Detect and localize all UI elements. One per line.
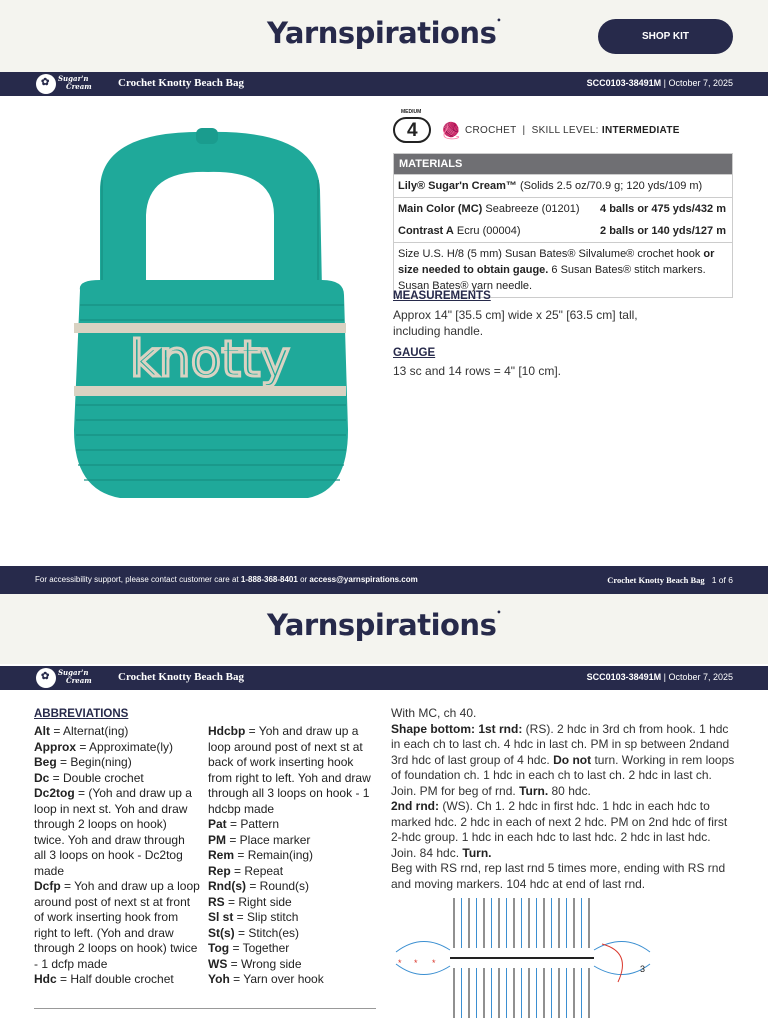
sugar-n-cream-logo-2: ✿ Sugar'n Cream — [36, 668, 108, 688]
abbreviation-item: St(s) = Stitch(es) — [208, 925, 300, 940]
measurements-text: Approx 14" [35.5 cm] wide x 25" [63.5 cm] tall, including handle. — [393, 308, 638, 338]
page2-header — [0, 594, 768, 664]
abbreviation-item: Beg = Begin(ning) — [34, 755, 132, 769]
abbreviation-item: Hdc = Half double crochet — [34, 972, 174, 986]
page1-title-band — [0, 72, 768, 96]
abbreviations-left — [34, 724, 200, 988]
section-divider — [34, 1008, 376, 1009]
svg-text:*: * — [398, 958, 402, 968]
pattern-code-2: SCC0103-38491M | October 7, 2025 — [586, 672, 733, 682]
phone-link[interactable]: 1-888-368-8401 — [240, 575, 298, 584]
knotty-embroidery: knotty — [129, 330, 291, 388]
abbreviation-item: Rem = Remain(ing) — [208, 848, 314, 862]
pattern-title: Crochet Knotty Beach Bag — [118, 77, 244, 89]
abbreviations-title: ABBREVIATIONS — [34, 708, 129, 720]
abbreviation-item: PM = Place marker — [208, 832, 311, 847]
abbreviation-item: Rep = Repeat — [208, 863, 284, 878]
brand-logo[interactable]: Yarnspirations• — [267, 16, 501, 50]
page2-title-band — [0, 666, 768, 690]
abbreviation-item: WS = Wrong side — [208, 956, 302, 971]
brand-logo-2[interactable]: Yarnspirations• — [267, 608, 501, 642]
bag-photo — [60, 120, 360, 540]
svg-text:*: * — [432, 958, 436, 968]
abbreviation-item: Rnd(s) = Round(s) — [208, 879, 310, 893]
instructions: With MC, ch 40. Shape bottom: 1st rnd: (RS). 2 hdc in 3rd ch from hook. 1 hdc in each ch to last ch. 4 hdc in last ch. PM in sp between 2ndand 3rd hdc of last group of 4 hdc. Do not turn. Working in rem loops of foundation ch. 1 hdc in each ch to last ch. 2 hdc in last ch. Join. PM for beg of rnd. Turn. 80 hdc. 2nd rnd: (WS). Ch 1. 2 hdc in first hdc. 1 hdc in each hdc to marked hdc. 2 hdc in each of next 2 hdc. PM on 2nd hdc of first 2-hdc group. 1 hdc in each hdc to last hdc. 2 hdc in last hdc. Join. 84 hdc. Turn. Beg with RS rnd, rep last rnd 5 times more, ending with RS rnd and moving markers. 104 hdc at end of last rnd. — [391, 706, 735, 891]
email-link[interactable]: access@yarnspirations.com — [309, 575, 418, 584]
abbreviation-item: Alt = Alternat(ing) — [34, 724, 129, 738]
abbreviation-item: Hdcbp = Yoh and draw up a loop around post of next st at back of work inserting hook from right to left. Yoh and draw through all 3 loops on hook - 1 hdcbp made — [208, 724, 371, 816]
abbreviation-item: Approx = Approximate(ly) — [34, 739, 174, 754]
stitch-diagram — [392, 892, 654, 1024]
shop-kit-button[interactable]: SHOP KIT — [598, 19, 733, 54]
yarn-info-row: MEDIUM 4 🧶 CROCHET | SKILL LEVEL: INTERMEDIATE — [393, 115, 733, 145]
abbreviation-item: Dcfp = Yoh and draw up a loop around post of next st at front of work inserting hook from right to left. (Yoh and draw through 2 loops on hook) twice - 1 dcfp made — [34, 879, 200, 971]
page1-header — [0, 0, 768, 72]
abbreviation-item: Pat = Pattern — [208, 817, 280, 831]
abbreviation-item: Yoh = Yarn over hook — [208, 972, 324, 986]
pattern-title-2: Crochet Knotty Beach Bag — [118, 671, 244, 683]
pattern-code: SCC0103-38491M | October 7, 2025 — [586, 78, 733, 88]
craft-skill-label: CROCHET | SKILL LEVEL: INTERMEDIATE — [465, 125, 680, 136]
crochet-hook-icon: 🧶 — [441, 123, 461, 140]
abbreviation-item: RS = Right side — [208, 894, 292, 909]
abbreviation-item: Tog = Together — [208, 941, 290, 955]
page1-footer: For accessibility support, please contact customer care at 1-888-368-8401 or access@yarnspirations.com Crochet Knotty Beach Bag 1 of 6 — [0, 566, 768, 594]
gauge-text: 13 sc and 14 rows = 4" [10 cm]. — [393, 364, 562, 378]
gauge-title: GAUGE — [393, 347, 436, 359]
materials-table: MATERIALS Lily® Sugar'n Cream™ (Solids 2.5 oz/70.9 g; 120 yds/109 m) Main Color (MC) Seabreeze (01201) 4 balls or 475 yds/432 m Contrast A Ecru (00004) 2 balls or 140 yds/127 m Size U.S. H/8 (5 mm) Susan Bates® Silvalume® crochet hook or size needed to obtain gauge. 6 Susan Bates® stitch markers. Susan Bates® yarn needle. — [393, 153, 733, 298]
sugar-n-cream-logo: ✿ Sugar'n Cream — [36, 74, 108, 94]
abbreviations-right — [208, 724, 378, 988]
svg-text:3: 3 — [640, 964, 646, 974]
abbreviation-item: Dc2tog = (Yoh and draw up a loop in next st. Yoh and draw through 2 loops on hook) twice. Yoh and draw through all 3 loops on hook - Dc2tog made — [34, 786, 192, 878]
brand-seal-icon: ✿ — [36, 74, 56, 94]
measurements-title: MEASUREMENTS — [393, 290, 491, 302]
abbreviation-item: Dc = Double crochet — [34, 770, 144, 785]
yarn-weight-icon: 4 — [393, 117, 431, 143]
brand-seal-icon: ✿ — [36, 668, 56, 688]
svg-text:*: * — [414, 958, 418, 968]
abbreviation-item: Sl st = Slip stitch — [208, 910, 299, 924]
